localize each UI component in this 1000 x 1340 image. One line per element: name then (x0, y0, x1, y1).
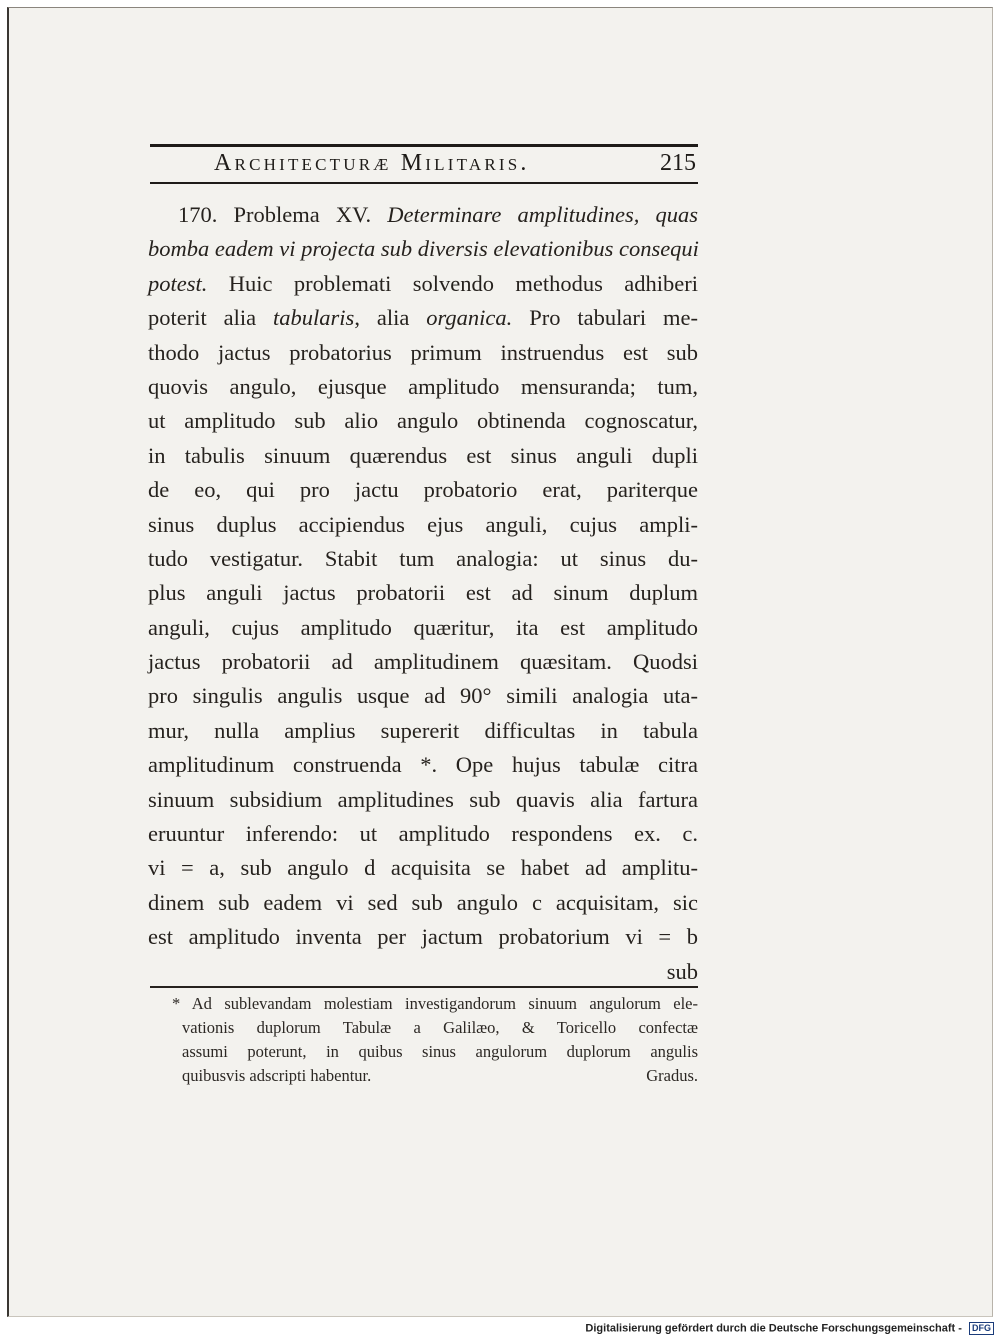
text-line (148, 611, 698, 645)
text-run: poterit alia (148, 305, 274, 331)
text-line (148, 404, 698, 438)
text-run: sinus duplus accipiendus ejus anguli, cujus ampli- (148, 511, 698, 537)
text-line (148, 508, 698, 542)
text-run: jactus probatorii ad amplitudinem quæsitam. Quodsi (148, 649, 698, 675)
italic-run: bomba eadem vi projecta sub diversis elevationibus consequi (148, 236, 699, 262)
text-run: vi = a, sub angulo d acquisita se habet ad amplitu- (148, 855, 698, 881)
text-line (148, 473, 698, 507)
text-line (148, 748, 698, 782)
text-run: eruuntur inferendo: ut amplitudo respondens ex. c. (148, 821, 698, 847)
text-line (148, 198, 698, 232)
text-line (148, 851, 698, 885)
text-line (148, 301, 698, 335)
text-run: de eo, qui pro jactu probatorio erat, pariterque (148, 477, 698, 503)
text-run: sinuum subsidium amplitudines sub quavis alia fartura (148, 786, 698, 812)
italic-run: tabularis (273, 305, 355, 331)
text-line (148, 645, 698, 679)
text-line (148, 576, 698, 610)
text-line (148, 886, 698, 920)
text-run: plus anguli jactus probatorii est ad sinum duplum (148, 580, 698, 606)
footnote-line: vationis duplorum Tabulæ a Galilæo, & Toricello confectæ (182, 1018, 698, 1037)
italic-run: organica. (426, 305, 513, 331)
text-line (148, 267, 698, 301)
text-run: ut amplitudo sub alio angulo obtinenda cognoscatur, (148, 408, 698, 434)
text-run: , alia (354, 305, 427, 331)
text-line (148, 336, 698, 370)
text-run: dinem sub eadem vi sed sub angulo c acquisitam, sic (148, 889, 698, 915)
text-run: anguli, cujus amplitudo quæritur, ita est amplitudo (148, 614, 698, 640)
footnote (150, 992, 698, 1088)
text-run: 170. Problema XV. (178, 202, 388, 227)
text-run: in tabulis sinuum quærendus est sinus anguli dupli (148, 442, 698, 468)
text-run: pro singulis angulis usque ad 90° simili analogia uta- (148, 683, 698, 709)
header-rule-bottom (150, 182, 698, 184)
text-line (148, 817, 698, 851)
text-line (148, 955, 698, 989)
running-head (150, 150, 698, 180)
italic-run: potest. (148, 270, 208, 296)
footnote-line (150, 1064, 698, 1088)
running-head-title: Architecturæ Militaris. (214, 150, 530, 176)
italic-run: Determinare amplitudines, quas (387, 202, 698, 227)
text-line (148, 920, 698, 954)
footnote-line: * Ad sublevandam molestiam investigandorum sinuum angulorum ele- (172, 994, 698, 1013)
text-run: thodo jactus probatorius primum instruendus est sub (148, 339, 698, 365)
header-rule-top (150, 144, 698, 147)
text-line (148, 714, 698, 748)
digitization-credit (585, 1322, 994, 1335)
footnote-line: assumi poterunt, in quibus sinus angulorum duplorum angulis (182, 1042, 698, 1061)
text-run: Pro tabulari me- (512, 305, 698, 331)
dfg-logo: DFG (969, 1322, 994, 1335)
text-line (148, 542, 698, 576)
main-text (148, 198, 698, 989)
text-run: amplitudinum construenda *. Ope hujus tabulæ citra (148, 752, 698, 778)
text-line (148, 783, 698, 817)
text-line (148, 439, 698, 473)
text-line (148, 370, 698, 404)
text-run: quovis angulo, ejusque amplitudo mensuranda; tum, (148, 373, 698, 399)
catchword: Gradus. (646, 1066, 698, 1085)
text-run: mur, nulla amplius supererit difficultas in tabula (148, 717, 698, 743)
credit-text: Digitalisierung gefördert durch die Deutsche Forschungsgemeinschaft - (585, 1322, 962, 1335)
text-run: tudo vestigatur. Stabit tum analogia: ut sinus du- (148, 545, 698, 571)
page-number: 215 (660, 150, 696, 176)
text-line (148, 232, 698, 266)
text-run: est amplitudo inventa per jactum probatorium vi = b (148, 924, 698, 950)
text-run: sub (666, 958, 698, 984)
text-line (148, 679, 698, 713)
text-run: Huic problemati solvendo methodus adhiberi (207, 270, 698, 296)
footnote-line-text: quibusvis adscripti habentur. (182, 1066, 372, 1085)
footnote-rule (150, 986, 698, 988)
